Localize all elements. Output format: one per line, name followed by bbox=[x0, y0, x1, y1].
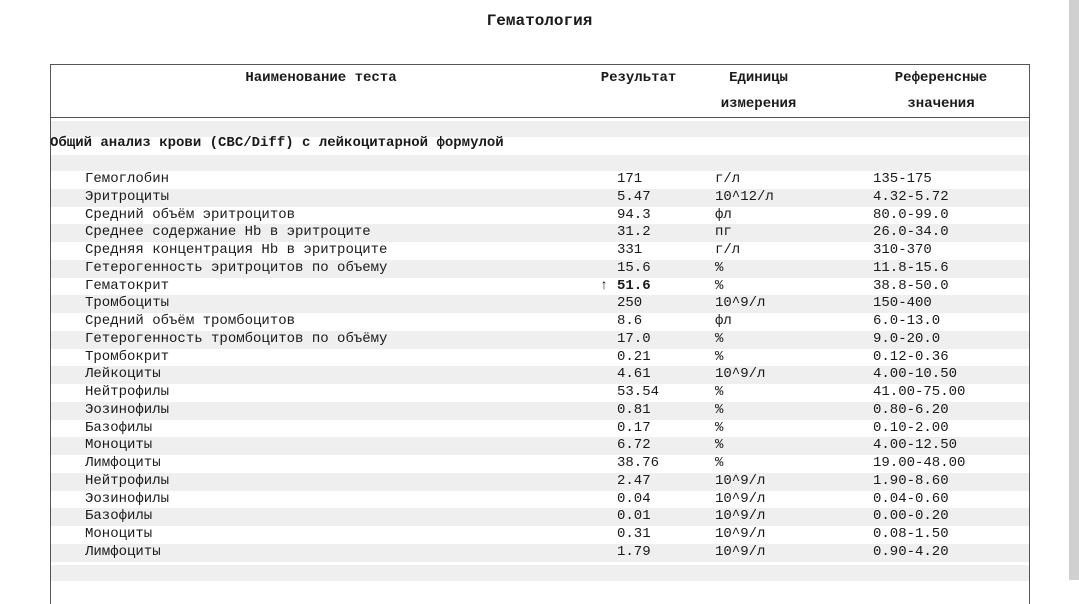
result-value: 5.47 bbox=[617, 188, 651, 205]
reference-range: 4.00-12.50 bbox=[873, 437, 958, 454]
test-name: Тромбоциты bbox=[85, 295, 170, 312]
header-units bbox=[701, 65, 816, 117]
reference-range: 310-370 bbox=[873, 242, 932, 258]
table-row bbox=[51, 526, 1029, 544]
test-name: Средний объём эритроцитов bbox=[85, 206, 296, 223]
reference-range: 0.08-1.50 bbox=[873, 526, 949, 542]
test-name: Среднее содержание Hb в эритроците bbox=[85, 224, 371, 241]
table-row bbox=[51, 189, 1029, 207]
test-name: Базофилы bbox=[85, 508, 153, 525]
table-row bbox=[51, 224, 1029, 242]
test-name: Лимфоциты bbox=[85, 543, 161, 560]
table-row bbox=[51, 508, 1029, 526]
reference-range: 150-400 bbox=[873, 295, 932, 312]
table-row bbox=[51, 384, 1029, 402]
table-row bbox=[51, 420, 1029, 438]
header-result-label: Результат bbox=[600, 70, 677, 86]
test-name: Эозинофилы bbox=[85, 490, 170, 507]
test-name: Средняя концентрация Hb в эритроците bbox=[85, 242, 388, 258]
table-row bbox=[51, 278, 1029, 296]
result-value: 0.01 bbox=[617, 508, 651, 525]
test-name: Эритроциты bbox=[85, 188, 170, 205]
unit-value: % bbox=[715, 348, 724, 365]
section-spacer-lower bbox=[51, 155, 1029, 171]
test-name: Нейтрофилы bbox=[85, 472, 170, 489]
test-name: Эозинофилы bbox=[85, 401, 170, 418]
scrollbar[interactable] bbox=[1069, 0, 1079, 580]
reference-range: 9.0-20.0 bbox=[873, 330, 941, 347]
unit-value: г/л bbox=[715, 242, 741, 258]
reference-range: 19.00-48.00 bbox=[873, 455, 966, 471]
result-value: 38.76 bbox=[617, 455, 660, 471]
table-row bbox=[51, 366, 1029, 384]
reference-range: 4.32-5.72 bbox=[873, 188, 949, 205]
unit-value: пг bbox=[715, 224, 732, 241]
result-value: 331 bbox=[617, 242, 643, 258]
unit-value: 10^9/л bbox=[715, 543, 766, 560]
table-row bbox=[51, 349, 1029, 367]
result-value: 1.79 bbox=[617, 543, 651, 560]
result-value: 250 bbox=[617, 295, 643, 312]
header-reference-line2: значения bbox=[907, 96, 975, 112]
header-units-line1: Единицы bbox=[729, 70, 788, 86]
reference-range: 38.8-50.0 bbox=[873, 277, 949, 294]
unit-value: 10^9/л bbox=[715, 472, 766, 489]
unit-value: 10^9/л bbox=[715, 508, 766, 525]
reference-range: 6.0-13.0 bbox=[873, 313, 941, 329]
reference-range: 0.80-6.20 bbox=[873, 401, 949, 418]
test-name: Лимфоциты bbox=[85, 455, 161, 471]
header-test-name-label: Наименование теста bbox=[245, 70, 397, 86]
result-value: 4.61 bbox=[617, 366, 651, 383]
result-value: 0.31 bbox=[617, 526, 651, 542]
result-value: 31.2 bbox=[617, 224, 651, 241]
result-value: 6.72 bbox=[617, 437, 651, 454]
reference-range: 80.0-99.0 bbox=[873, 206, 949, 223]
result-value: 0.21 bbox=[617, 348, 651, 365]
header-units-line2: измерения bbox=[720, 96, 797, 112]
unit-value: % bbox=[715, 259, 724, 276]
result-value: 2.47 bbox=[617, 472, 651, 489]
result-value: 94.3 bbox=[617, 206, 651, 223]
test-name: Гетерогенность тромбоцитов по объёму bbox=[85, 330, 388, 347]
section-title: Общий анализ крови (CBC/Diff) с лейкоцитарной формулой bbox=[50, 135, 504, 151]
reference-range: 0.04-0.60 bbox=[873, 490, 949, 507]
result-value: 171 bbox=[617, 171, 643, 187]
unit-value: 10^9/л bbox=[715, 526, 766, 542]
unit-value: % bbox=[715, 330, 724, 347]
unit-value: г/л bbox=[715, 171, 741, 187]
table-row bbox=[51, 473, 1029, 491]
test-name: Тромбокрит bbox=[85, 348, 170, 365]
reference-range: 26.0-34.0 bbox=[873, 224, 949, 241]
result-value: 17.0 bbox=[617, 330, 651, 347]
unit-value: 10^9/л bbox=[715, 366, 766, 383]
reference-range: 0.90-4.20 bbox=[873, 543, 949, 560]
report-title: Гематология bbox=[486, 12, 593, 30]
test-name: Лейкоциты bbox=[85, 366, 161, 383]
table-row bbox=[51, 207, 1029, 225]
table-row bbox=[51, 544, 1029, 562]
test-name: Моноциты bbox=[85, 526, 153, 542]
test-name: Гетерогенность эритроцитов по объему bbox=[85, 259, 388, 276]
reference-range: 1.90-8.60 bbox=[873, 472, 949, 489]
result-value: 8.6 bbox=[617, 313, 643, 329]
result-value: 0.04 bbox=[617, 490, 651, 507]
unit-value: 10^12/л bbox=[715, 188, 774, 205]
reference-range: 11.8-15.6 bbox=[873, 259, 949, 276]
unit-value: фл bbox=[715, 206, 732, 223]
reference-range: 41.00-75.00 bbox=[873, 384, 966, 400]
test-name: Средний объём тромбоцитов bbox=[85, 313, 296, 329]
unit-value: % bbox=[715, 437, 724, 454]
table-row bbox=[51, 171, 1029, 189]
table-row bbox=[51, 313, 1029, 331]
table-row bbox=[51, 242, 1029, 260]
result-value: 53.54 bbox=[617, 384, 660, 400]
test-name: Гемоглобин bbox=[85, 171, 170, 187]
result-value: 51.6 bbox=[617, 277, 651, 294]
header-reference-line1: Референсные bbox=[894, 70, 988, 86]
result-value: 0.81 bbox=[617, 401, 651, 418]
test-name: Базофилы bbox=[85, 419, 153, 436]
table-row bbox=[51, 455, 1029, 473]
unit-value: % bbox=[715, 277, 724, 294]
table-row bbox=[51, 402, 1029, 420]
test-name: Моноциты bbox=[85, 437, 153, 454]
table-footer-spacer bbox=[51, 565, 1029, 581]
unit-value: % bbox=[715, 384, 724, 400]
unit-value: % bbox=[715, 401, 724, 418]
table-row bbox=[51, 260, 1029, 278]
unit-value: % bbox=[715, 419, 724, 436]
table-row bbox=[51, 491, 1029, 509]
result-value: 0.17 bbox=[617, 419, 651, 436]
header-test-name bbox=[51, 65, 591, 117]
table-header bbox=[51, 65, 1029, 118]
test-name: Нейтрофилы bbox=[85, 384, 170, 400]
table-row bbox=[51, 295, 1029, 313]
reference-range: 4.00-10.50 bbox=[873, 366, 958, 383]
result-value: 15.6 bbox=[617, 259, 651, 276]
header-result bbox=[571, 65, 706, 117]
reference-range: 0.00-0.20 bbox=[873, 508, 949, 525]
table-row bbox=[51, 437, 1029, 455]
test-name: Гематокрит bbox=[85, 277, 170, 294]
table-row bbox=[51, 331, 1029, 349]
unit-value: 10^9/л bbox=[715, 490, 766, 507]
unit-value: 10^9/л bbox=[715, 295, 766, 312]
unit-value: % bbox=[715, 455, 724, 471]
unit-value: фл bbox=[715, 313, 732, 329]
reference-range: 135-175 bbox=[873, 171, 932, 187]
reference-range: 0.10-2.00 bbox=[873, 419, 949, 436]
header-reference bbox=[851, 65, 1031, 117]
abnormal-flag: ↑ bbox=[599, 277, 609, 294]
reference-range: 0.12-0.36 bbox=[873, 348, 949, 365]
